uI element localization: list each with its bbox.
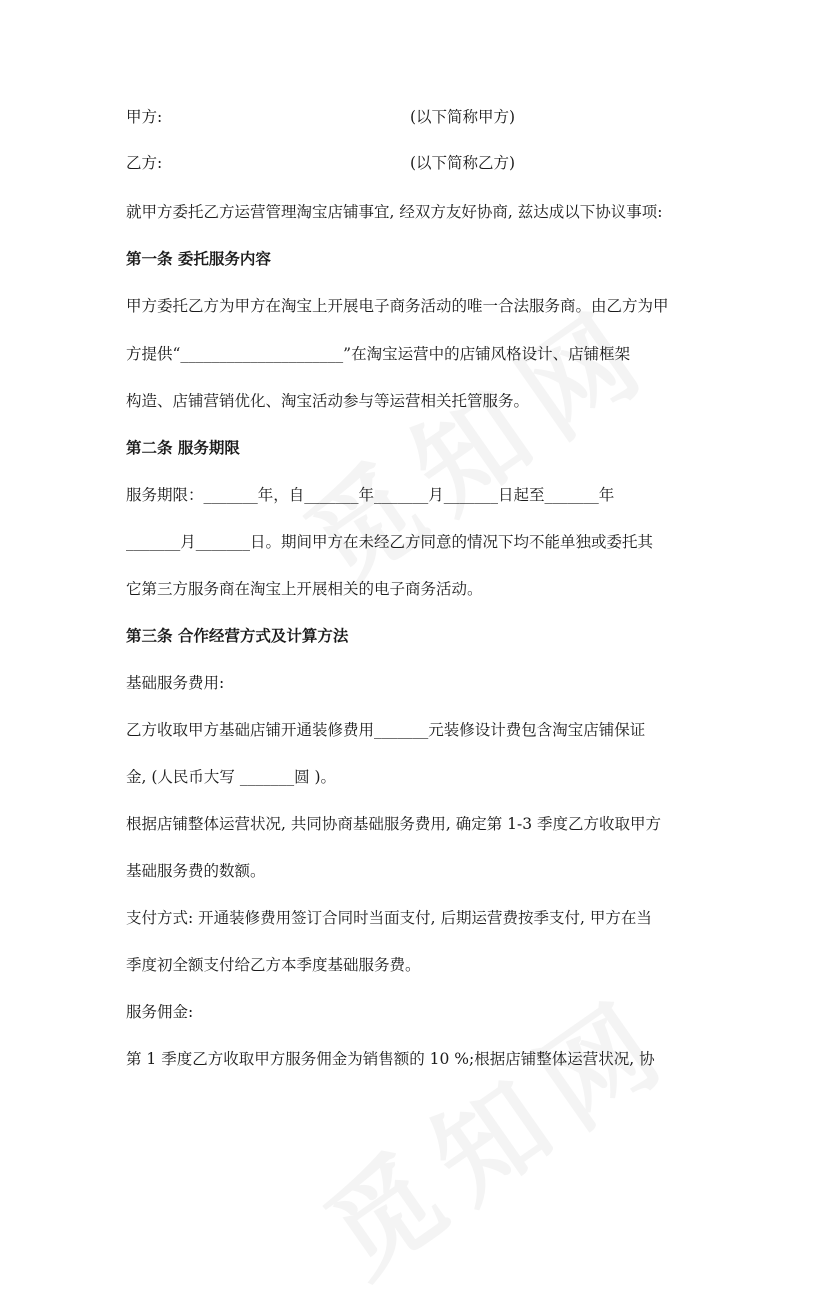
- article-3-line: 乙方收取甲方基础店铺开通装修费用_______元装修设计费包含淘宝店铺保证: [126, 721, 646, 739]
- article-3-line: 第 1 季度乙方收取甲方服务佣金为销售额的 10 %;根据店铺整体运营状况, 协: [126, 1050, 655, 1068]
- intro-paragraph: 就甲方委托乙方运营管理淘宝店铺事宜, 经双方友好协商, 兹达成以下协议事项:: [126, 203, 663, 221]
- party-a-abbr: (以下简称甲方): [410, 108, 516, 126]
- article-1-line: 甲方委托乙方为甲方在淘宝上开展电子商务活动的唯一合法服务商。由乙方为甲: [126, 297, 669, 315]
- article-1-line: 方提供“_____________________”在淘宝运营中的店铺风格设计、店铺框架: [126, 345, 631, 363]
- article-3-line: 季度初全额支付给乙方本季度基础服务费。: [126, 956, 421, 974]
- article-3-line: 金, (人民币大写 _______圆 )。: [126, 768, 337, 786]
- article-2-line: _______月_______日。期间甲方在未经乙方同意的情况下均不能单独或委托其: [126, 533, 654, 551]
- article-1-title: 第一条 委托服务内容: [126, 250, 271, 268]
- article-3-line: 服务佣金:: [126, 1003, 194, 1021]
- article-3-title: 第三条 合作经营方式及计算方法: [126, 627, 349, 645]
- party-b-abbr: (以下简称乙方): [410, 154, 516, 172]
- party-a-label: 甲方:: [126, 108, 163, 126]
- article-3-line: 基础服务费的数额。: [126, 862, 266, 880]
- article-3-line: 基础服务费用:: [126, 674, 225, 692]
- article-2-line: 服务期限：_______年，自_______年_______月_______日起至_______年: [126, 486, 615, 504]
- party-b-label: 乙方:: [126, 154, 163, 172]
- article-2-title: 第二条 服务期限: [126, 439, 240, 457]
- article-3-line: 根据店铺整体运营状况, 共同协商基础服务费用, 确定第 1-3 季度乙方收取甲方: [126, 815, 662, 833]
- article-3-line: 支付方式: 开通装修费用签订合同时当面支付, 后期运营费按季支付, 甲方在当: [126, 909, 652, 927]
- article-2-line: 它第三方服务商在淘宝上开展相关的电子商务活动。: [126, 580, 483, 598]
- article-1-line: 构造、店铺营销优化、淘宝活动参与等运营相关托管服务。: [126, 392, 530, 410]
